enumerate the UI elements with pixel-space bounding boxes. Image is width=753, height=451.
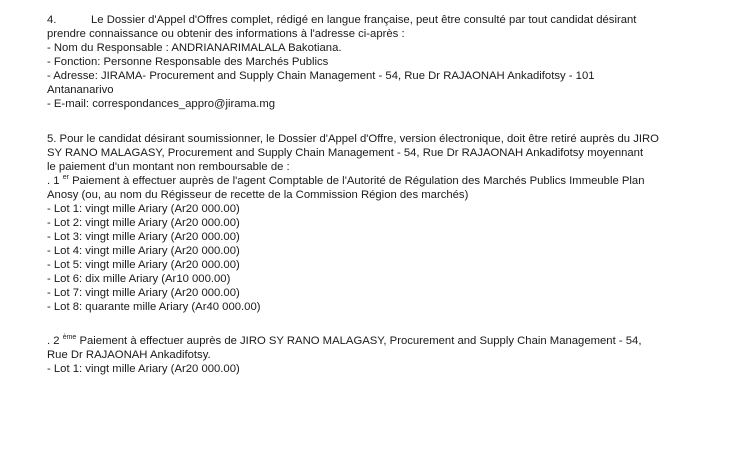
payment-2-text: Paiement à effectuer auprès de JIRO SY RANO MALAGASY, Procurement and Supply Chain Management - 54, (76, 335, 642, 347)
payment-1-text: Paiement à effectuer auprès de l'agent Comptable de l'Autorité de Régulation des Marchés Publics Immeuble Plan (68, 175, 645, 187)
section-4-first-line (47, 14, 636, 27)
lot-6: - Lot 6: dix mille Ariary (Ar10 000.00) (47, 273, 231, 285)
lot-3: - Lot 3: vingt mille Ariary (Ar20 000.00) (47, 231, 240, 243)
lot-5: - Lot 5: vingt mille Ariary (Ar20 000.00) (47, 259, 240, 271)
lot-1: - Lot 1: vingt mille Ariary (Ar20 000.00) (47, 203, 240, 215)
payment-1-superscript: er (62, 174, 69, 182)
section-5-line-1: 5. Pour le candidat désirant soumissionner, le Dossier d'Appel d'Offre, version électronique, doit être retiré auprès du JIRO (47, 133, 659, 145)
lot-7: - Lot 7: vingt mille Ariary (Ar20 000.00) (47, 287, 240, 299)
payment-2-line-1 (47, 335, 641, 348)
section-4-intro: Le Dossier d'Appel d'Offres complet, rédigé en langue française, peut être consulté par tout candidat désirant (91, 14, 637, 26)
section-5-line-3: le paiement d'un montant non remboursable de : (47, 161, 290, 173)
payment-2-lot-1: - Lot 1: vingt mille Ariary (Ar20 000.00) (47, 363, 240, 375)
payment-2-prefix: . 2 (47, 335, 60, 347)
contact-name: - Nom du Responsable : ANDRIANARIMALALA Bakotiana. (47, 42, 342, 54)
section-5-line-2: SY RANO MALAGASY, Procurement and Supply Chain Management - 54, Rue Dr RAJAONAH Ankadifotsy moyennant (47, 147, 644, 159)
payment-1-line-2: Anosy (ou, au nom du Régisseur de recette de la Commission Région des marchés) (47, 189, 469, 201)
payment-2-line-2: Rue Dr RAJAONAH Ankadifotsy. (47, 349, 211, 361)
contact-city: Antananarivo (47, 84, 114, 96)
lot-8: - Lot 8: quarante mille Ariary (Ar40 000.00) (47, 301, 261, 313)
contact-address: - Adresse: JIRAMA- Procurement and Supply Chain Management - 54, Rue Dr RAJAONAH Ankadifotsy - 101 (47, 70, 595, 82)
contact-function: - Fonction: Personne Responsable des Marchés Publics (47, 56, 329, 68)
contact-email: - E-mail: correspondances_appro@jirama.mg (47, 98, 276, 110)
payment-1-line-1 (47, 175, 645, 188)
lot-2: - Lot 2: vingt mille Ariary (Ar20 000.00) (47, 217, 240, 229)
section-4-second-line: prendre connaissance ou obtenir des informations à l'adresse ci-après : (47, 28, 405, 40)
payment-2-superscript: ème (62, 334, 77, 342)
section-4-number: 4. (47, 14, 57, 26)
lot-4: - Lot 4: vingt mille Ariary (Ar20 000.00) (47, 245, 240, 257)
payment-1-prefix: . 1 (47, 175, 60, 187)
